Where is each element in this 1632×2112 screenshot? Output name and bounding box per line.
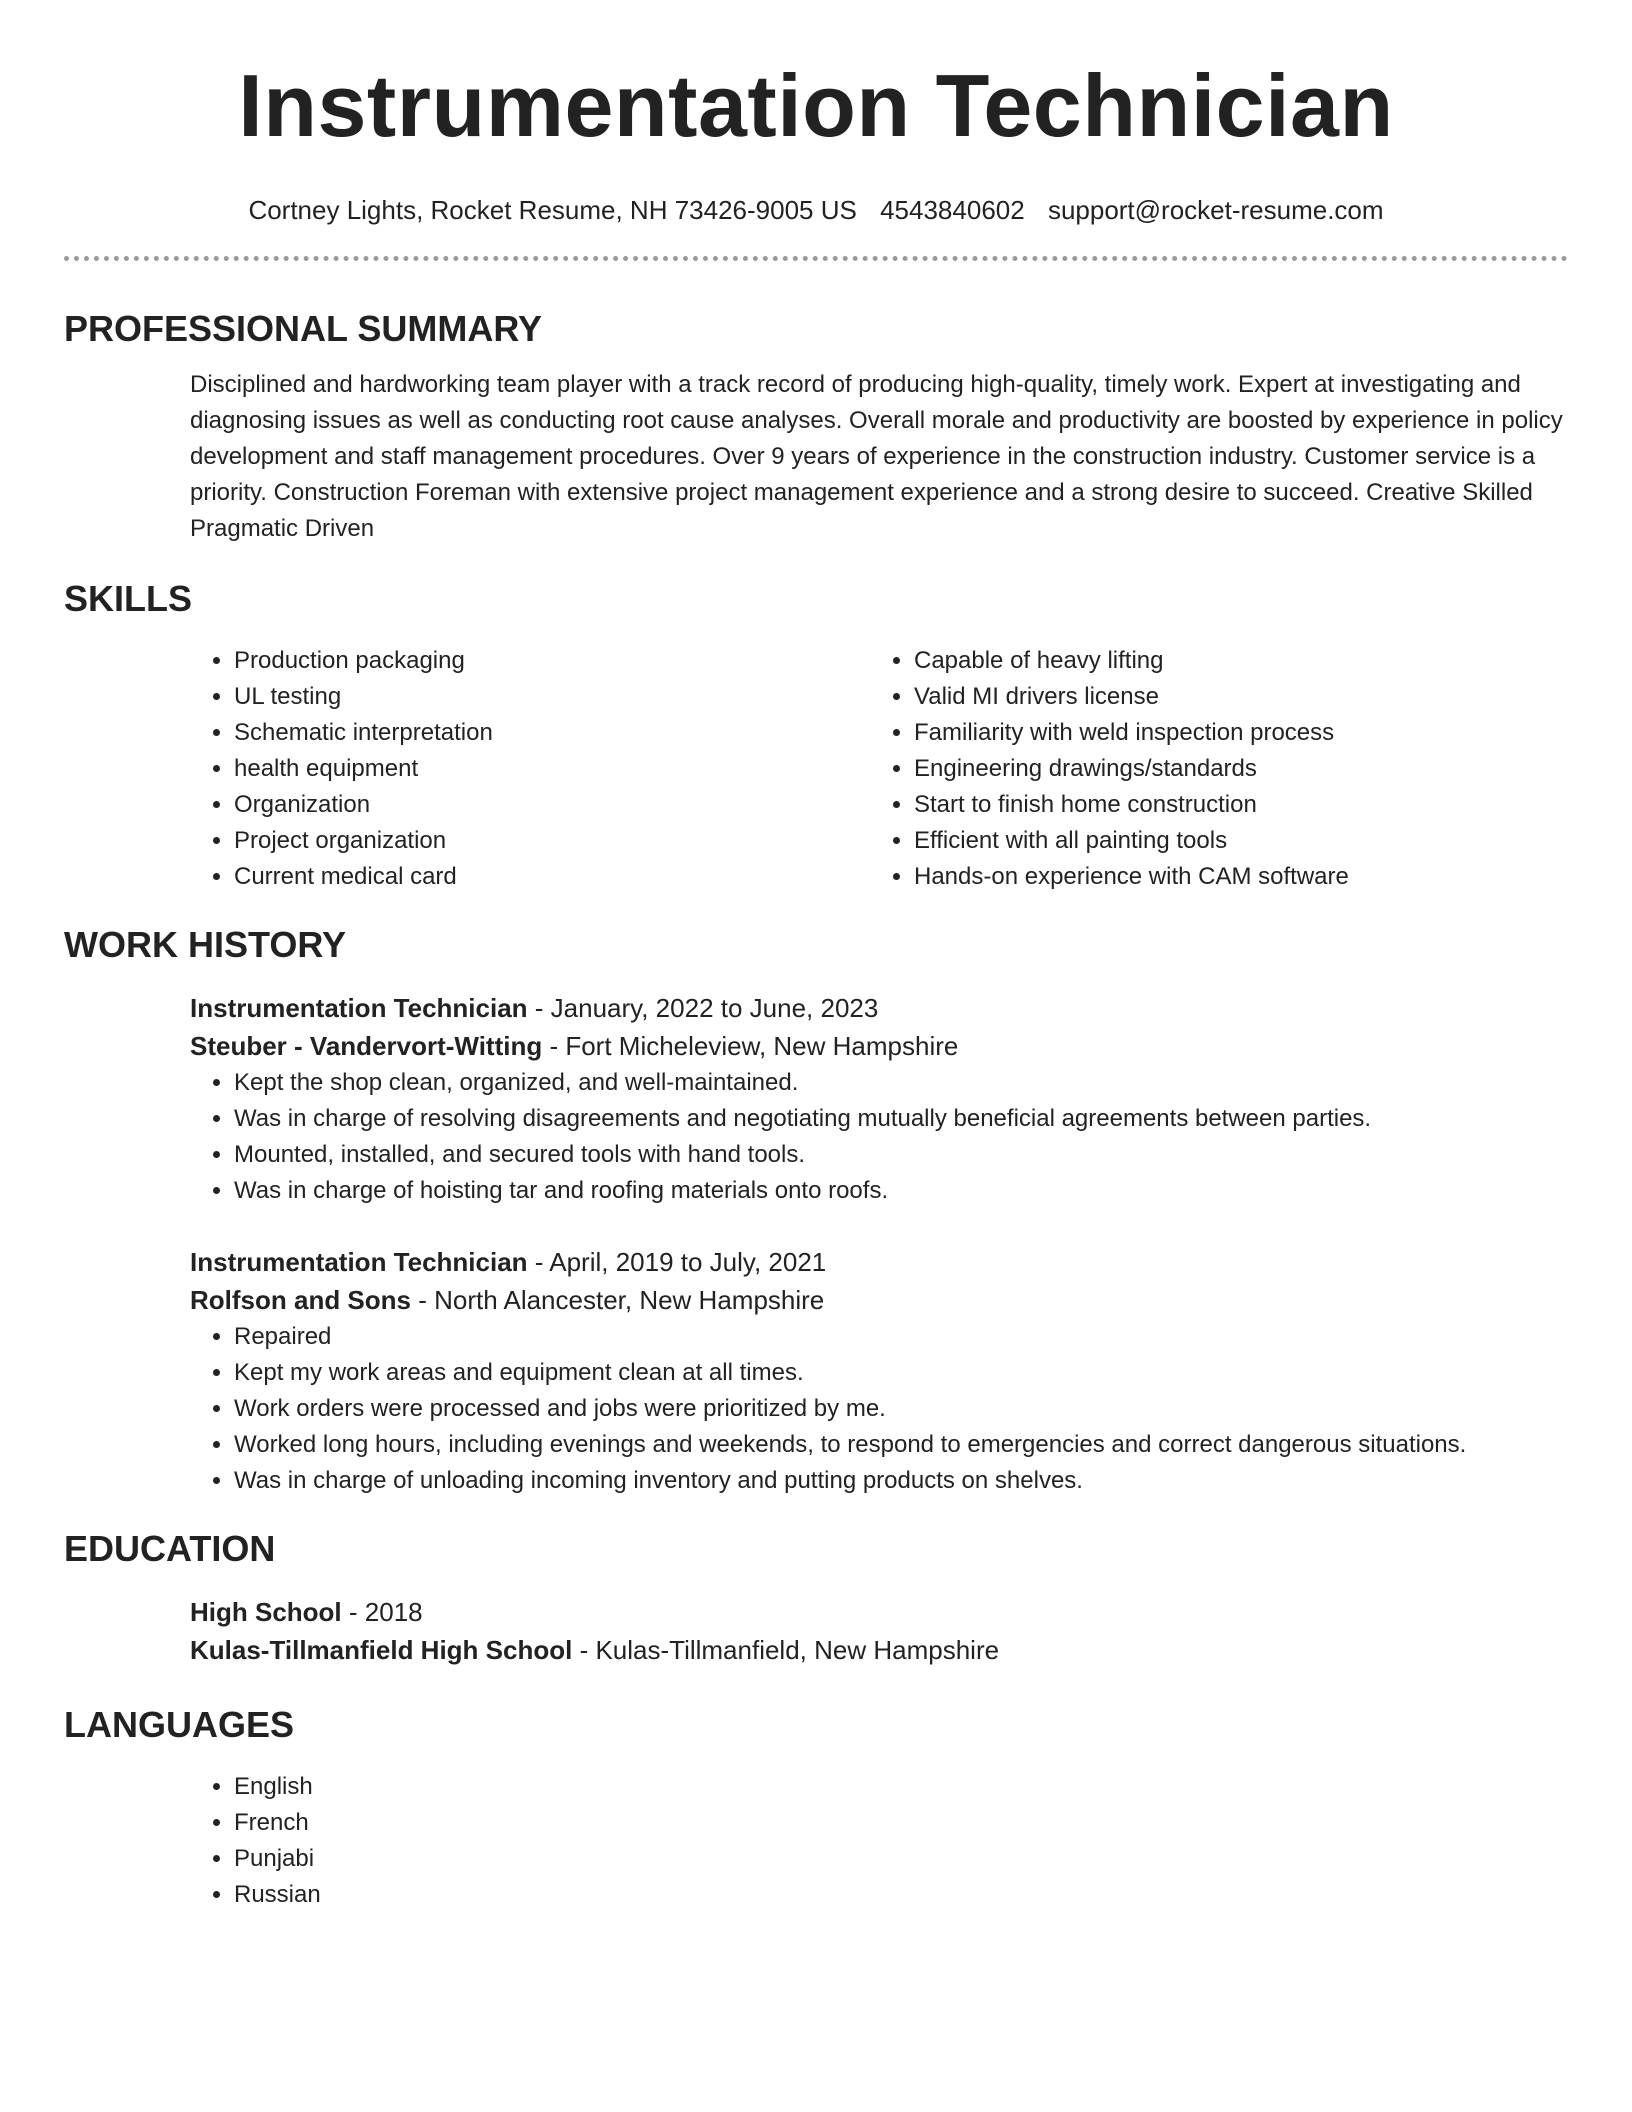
job-entry bbox=[190, 1243, 1568, 1499]
skill-item: • Start to finish home construction bbox=[914, 787, 1550, 823]
skill-item: • Capable of heavy lifting bbox=[914, 643, 1550, 679]
education-school: Kulas-Tillmanfield High School bbox=[190, 1635, 573, 1665]
skill-item: • UL testing bbox=[234, 679, 870, 715]
skills-column-right bbox=[870, 643, 1550, 895]
job-location: - North Alancester, New Hampshire bbox=[411, 1285, 825, 1315]
job-bullet: • Was in charge of resolving disagreements and negotiating mutually beneficial agreements between parties. bbox=[234, 1101, 1568, 1137]
work-history-heading: WORK HISTORY bbox=[64, 924, 347, 965]
education-heading: EDUCATION bbox=[64, 1528, 276, 1569]
summary-heading: PROFESSIONAL SUMMARY bbox=[64, 308, 543, 349]
job-title-line bbox=[190, 989, 1568, 1027]
job-bullet: • Was in charge of unloading incoming inventory and putting products on shelves. bbox=[234, 1463, 1568, 1499]
language-item: • Russian bbox=[234, 1877, 1568, 1913]
skill-item: • Production packaging bbox=[234, 643, 870, 679]
education-year: - 2018 bbox=[341, 1597, 423, 1627]
job-bullet: • Mounted, installed, and secured tools with hand tools. bbox=[234, 1137, 1568, 1173]
header-divider bbox=[64, 256, 1568, 261]
job-bullets bbox=[190, 1319, 1568, 1499]
job-role: Instrumentation Technician bbox=[190, 993, 528, 1023]
job-company: Rolfson and Sons bbox=[190, 1285, 411, 1315]
job-bullet: • Kept my work areas and equipment clean at all times. bbox=[234, 1355, 1568, 1391]
job-company-line bbox=[190, 1281, 1568, 1319]
languages-list bbox=[190, 1769, 1568, 1913]
skill-item: • Familiarity with weld inspection process bbox=[914, 715, 1550, 751]
job-entry bbox=[190, 989, 1568, 1209]
job-dates: - January, 2022 to June, 2023 bbox=[527, 993, 879, 1023]
skill-item: • Efficient with all painting tools bbox=[914, 823, 1550, 859]
candidate-name: Instrumentation Technician bbox=[238, 56, 1394, 155]
education-degree: High School bbox=[190, 1597, 342, 1627]
skills-grid bbox=[190, 643, 1568, 895]
contact-email: support@rocket-resume.com bbox=[1047, 195, 1384, 225]
summary-text: Disciplined and hardworking team player with a track record of producing high-quality, timely work. Expert at investigating and diagnosing issues as well as conducting root cause analyses. Overall morale and productivity are boosted by experience in policy development and staff management procedures. Over 9 years of experience in the construction industry. Customer service is a priority. Construction Foreman with extensive project management experience and a strong desire to succeed. Creative Skilled Pragmatic Driven bbox=[190, 371, 1563, 542]
language-item: • English bbox=[234, 1769, 1568, 1805]
job-bullet: • Kept the shop clean, organized, and well-maintained. bbox=[234, 1065, 1568, 1101]
contact-line bbox=[64, 194, 1568, 226]
job-bullet: • Worked long hours, including evenings and weekends, to respond to emergencies and correct dangerous situations. bbox=[234, 1427, 1568, 1463]
education-location: - Kulas-Tillmanfield, New Hampshire bbox=[572, 1635, 1000, 1665]
job-bullet: • Work orders were processed and jobs were prioritized by me. bbox=[234, 1391, 1568, 1427]
skills-heading: SKILLS bbox=[64, 578, 193, 619]
languages-heading: LANGUAGES bbox=[64, 1704, 295, 1745]
skills-column-left bbox=[190, 643, 870, 895]
skill-item: • health equipment bbox=[234, 751, 870, 787]
skill-item: • Hands-on experience with CAM software bbox=[914, 859, 1550, 895]
contact-phone: 4543840602 bbox=[880, 195, 1025, 225]
education-degree-line bbox=[190, 1593, 1568, 1631]
job-title-line bbox=[190, 1243, 1568, 1281]
job-dates: - April, 2019 to July, 2021 bbox=[527, 1247, 827, 1277]
contact-address: Cortney Lights, Rocket Resume, NH 73426-9005 US bbox=[248, 195, 857, 225]
job-role: Instrumentation Technician bbox=[190, 1247, 528, 1277]
skill-item: • Project organization bbox=[234, 823, 870, 859]
job-bullets bbox=[190, 1065, 1568, 1209]
education-school-line bbox=[190, 1631, 1568, 1669]
job-location: - Fort Micheleview, New Hampshire bbox=[542, 1031, 959, 1061]
job-bullet: • Was in charge of hoisting tar and roofing materials onto roofs. bbox=[234, 1173, 1568, 1209]
skill-item: • Valid MI drivers license bbox=[914, 679, 1550, 715]
skill-item: • Organization bbox=[234, 787, 870, 823]
education-entry bbox=[190, 1593, 1568, 1669]
skill-item: • Schematic interpretation bbox=[234, 715, 870, 751]
skill-item: • Engineering drawings/standards bbox=[914, 751, 1550, 787]
job-company: Steuber - Vandervort-Witting bbox=[190, 1031, 543, 1061]
job-company-line bbox=[190, 1027, 1568, 1065]
job-bullet: • Repaired bbox=[234, 1319, 1568, 1355]
skill-item: • Current medical card bbox=[234, 859, 870, 895]
language-item: • Punjabi bbox=[234, 1841, 1568, 1877]
language-item: • French bbox=[234, 1805, 1568, 1841]
